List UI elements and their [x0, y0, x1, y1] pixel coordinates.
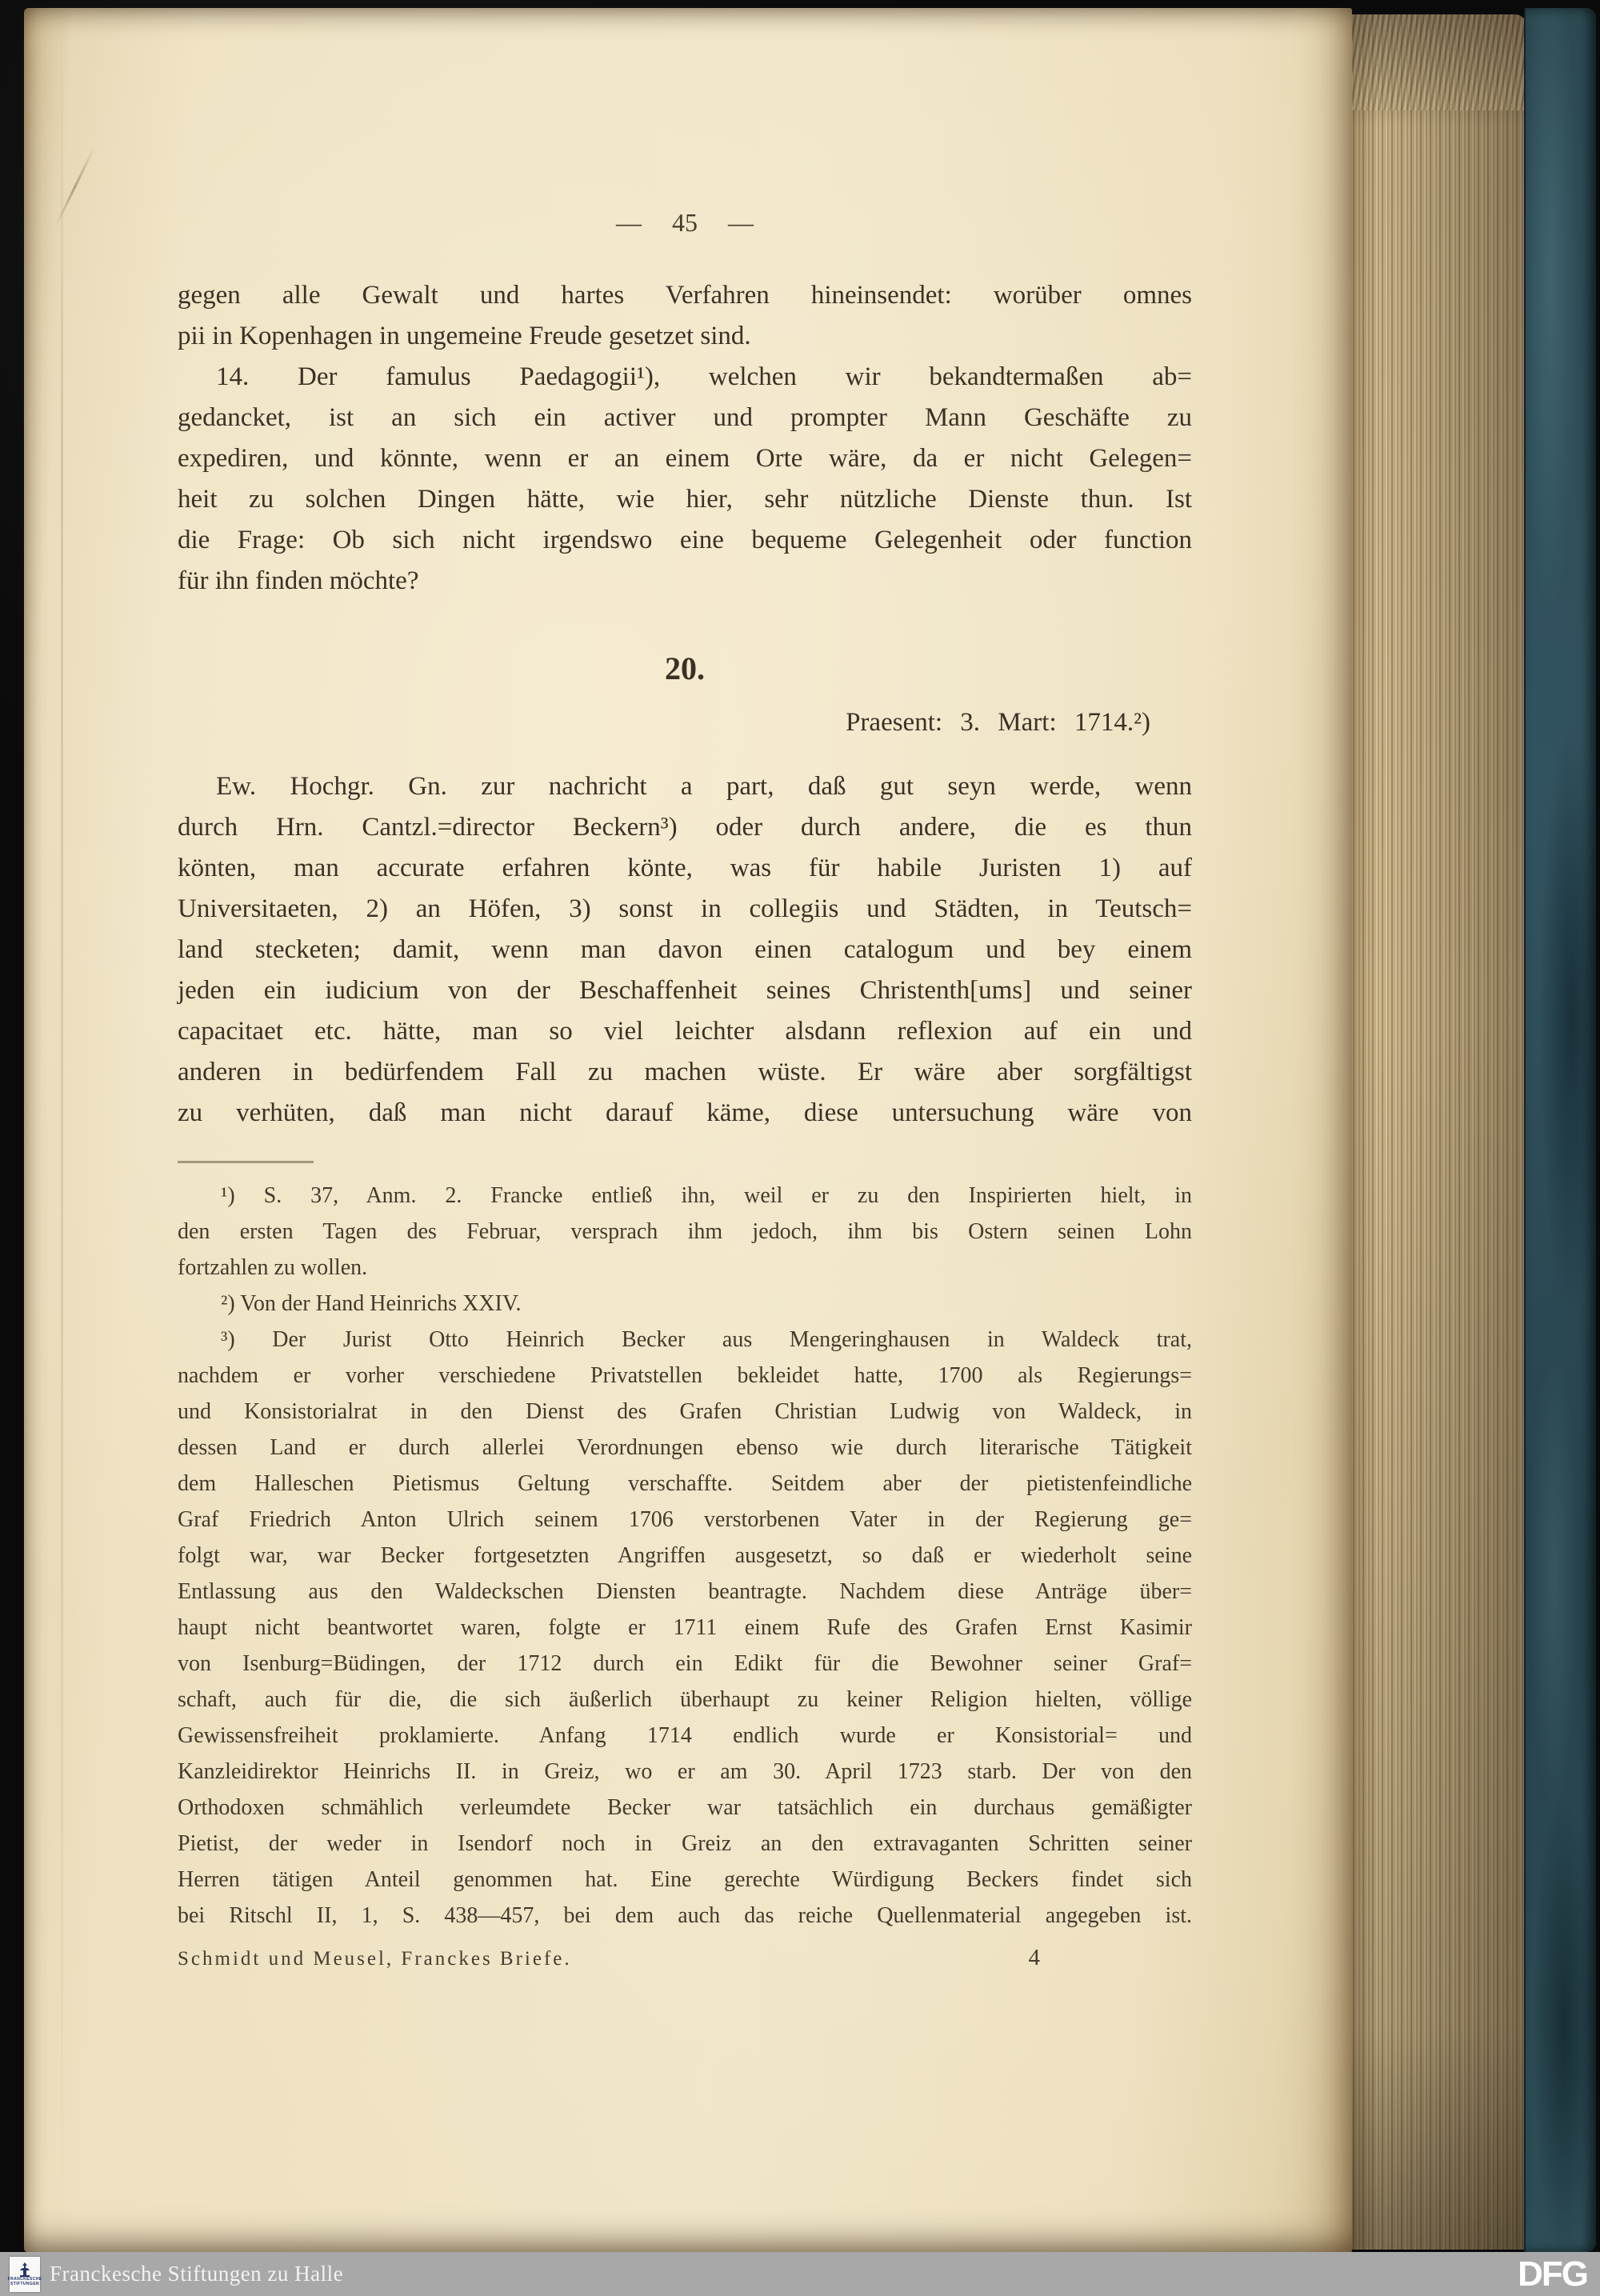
footnote-3: ³) Der Jurist Otto Heinrich Becker aus Mengeringhausen in Waldeck trat, nachdem er vorher verschiedene Privatstellen bekleidet hatte, 1700 als Regierungs= und Konsistorialrat in den Dienst des Grafen Christian Ludwig von Waldeck, in dessen Land er durch allerlei Verordnungen ebenso wie durch literarische Tätigkeit dem Halleschen Pietismus Geltung verschaffte. Seitdem aber der pietistenfeindliche Graf Friedrich Anton Ulrich seinem 1706 verstorbenen Vater in der Regierung ge= folgt war, war Becker fortgesetzten Angriffen ausgesetzt, so daß er wiederholt seine Entlassung aus den Waldeckschen Diensten beantragte. Nachdem diese Anträge über= haupt nicht beantwortet waren, folgte er 1711 einem Rufe des Grafen Ernst Kasimir von Isenburg=Büdingen, der 1712 durch ein Edikt für die Bewohner seiner Graf= schaft, auch für die, die sich äußerlich überhaupt zu keiner Religion hielten, völlige Gewissensfreiheit proklamierte. Anfang 1714 endlich wurde er Konsistorial= und Kanzleidirektor Heinrichs II. in Greiz, wo er am 30. April 1723 starb. Der von den Orthodoxen schmählich verleumdete Becker war tatsächlich ein durchaus gemäßigter Pietist, der weder in Isendorf noch in Greiz an den extravaganten Schritten seiner Herren tätigen Anteil genommen hat. Eine gerechte Würdigung Beckers findet sich bei Ritschl II, 1, S. 438—457, bei dem auch das reiche Quellenmaterial angegeben ist. [178, 1327, 1192, 1928]
page-number: — 45 — [616, 208, 754, 237]
book-cover-edge [1524, 8, 1596, 2252]
foundation-emblem-icon [18, 2262, 31, 2277]
signature-line [178, 1945, 1192, 1972]
franckesche-stiftungen-logo [7, 2257, 42, 2292]
footnote-separator-rule [178, 1161, 314, 1163]
logo-caption-line2: STIFTUNGEN [10, 2282, 39, 2286]
footnote-2: ²) Von der Hand Heinrichs XXIV. [221, 1291, 522, 1316]
paragraph-famulus: 14. Der famulus Paedagogii¹), welchen wir bekandtermaßen ab= gedancket, ist an sich ein activer und prompter Mann Geschäfte zu expediren, und könnte, wenn er an einem Orte wäre, da er nicht Gelegen= heit zu solchen Dingen hätte, wie hier, sehr nützliche Dienste thun. Ist die Frage: Ob sich nicht irgendswo eine bequeme Gelegenheit oder function für ihn finden möchte? [178, 362, 1192, 595]
section-heading-20: 20. [665, 650, 705, 686]
book-series-signature: Schmidt und Meusel, Franckes Briefe. [178, 1948, 572, 1970]
logo-caption-line1: FRANCKESCHE [7, 2277, 42, 2282]
letter-dateline: Praesent: 3. Mart: 1714.²) [846, 708, 1150, 737]
book-fore-edge-pages [1338, 14, 1526, 2250]
institution-name: Franckesche Stiftungen zu Halle [50, 2262, 344, 2286]
sheet-number: 4 [1028, 1945, 1040, 1970]
letter-body: Ew. Hochgr. Gn. zur nachricht a part, daß gut seyn werde, wenn durch Hrn. Cantzl.=director Beckern³) oder durch andere, die es thun könten, man accurate erfahren könte, was für habile Juristen 1) auf Universitaeten, 2) an Höfen, 3) sonst in collegiis und Städten, in Teutsch= land stecketen; damit, wenn man davon einen catalogum und bey einem jeden ein iudicium von der Beschaffenheit seines Christenth[ums] und seiner capacitaet etc. hätte, man so viel leichter alsdann reflexion auf ein und anderen in bedürfendem Fall zu machen wüste. Er wäre aber sorgfältigst zu verhüten, daß man nicht darauf käme, diese untersuchung wäre von [178, 772, 1192, 1127]
paragraph-continuation: gegen alle Gewalt und hartes Verfahren hineinsendet: worüber omnes pii in Kopenhagen in ungemeine Freude gesetzet sind. [178, 281, 1192, 350]
dfg-logo: DFG [1518, 2254, 1587, 2294]
book-page-scan [24, 8, 1352, 2253]
text-column [178, 8, 1192, 1972]
footnote-1: ¹) S. 37, Anm. 2. Francke entließ ihn, weil er zu den Inspirierten hielt, in den ersten Tagen des Februar, versprach ihm jedoch, ihm bis Ostern seinen Lohn fortzahlen zu wollen. [178, 1183, 1192, 1280]
paper-crease [61, 8, 63, 2253]
viewer-footer-bar [0, 2252, 1600, 2296]
